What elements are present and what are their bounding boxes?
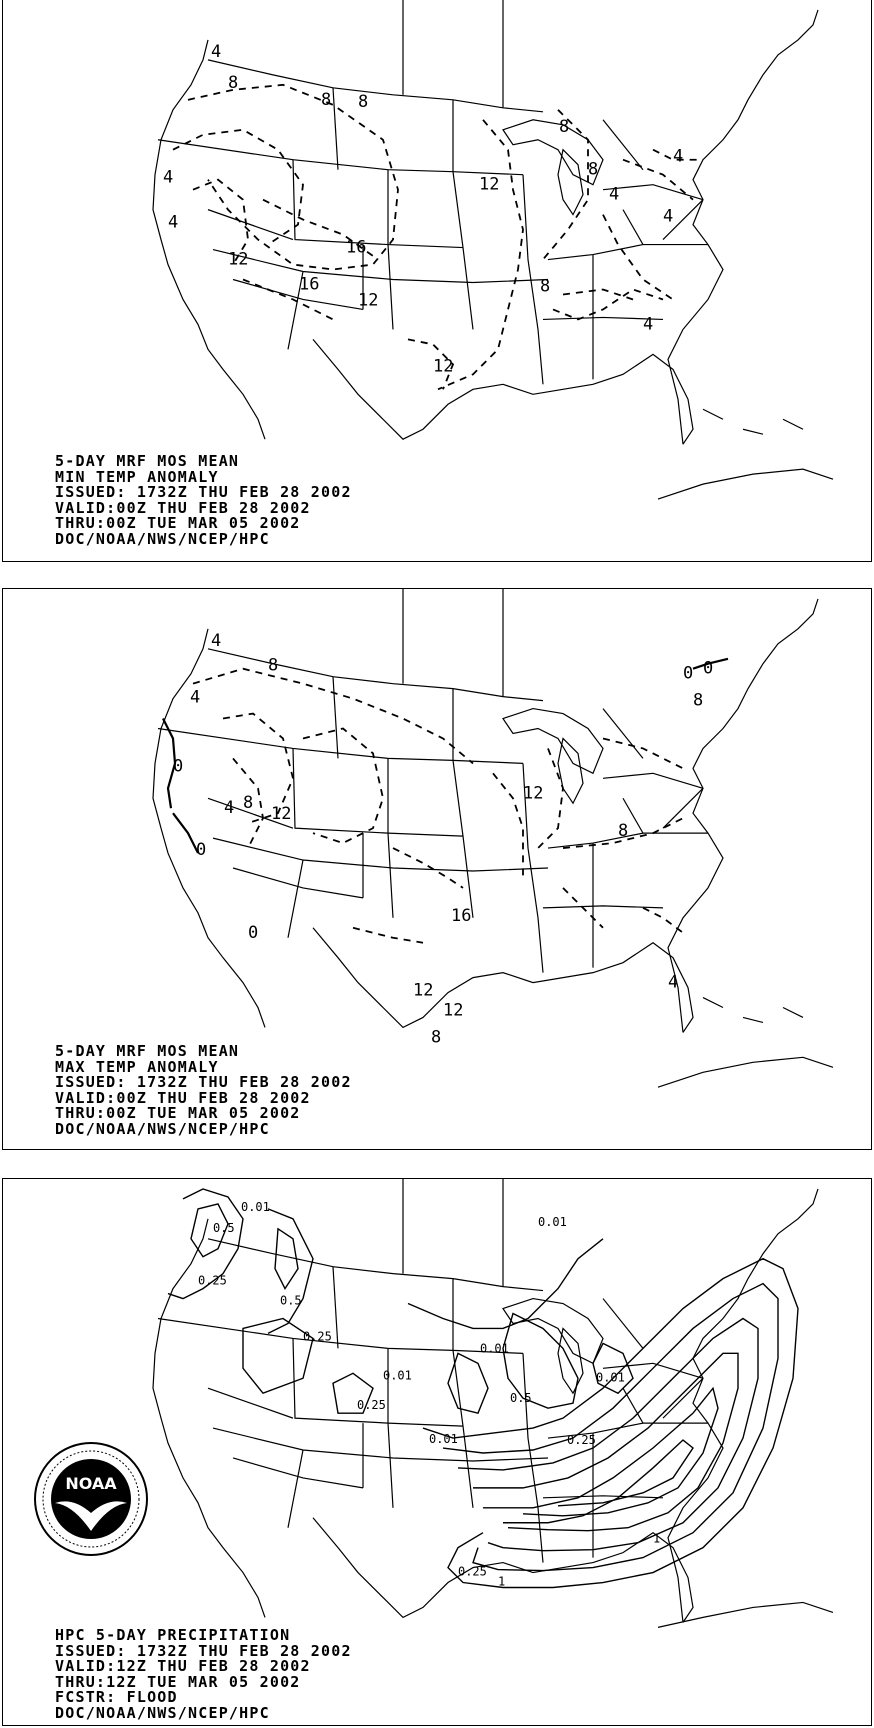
- caption-line: VALID:00Z THU FEB 28 2002: [55, 498, 311, 517]
- contour-label: 0.01: [383, 1368, 412, 1383]
- contour-label: 1: [652, 1531, 661, 1546]
- contour-label: 8: [358, 91, 369, 112]
- contour-label: 8: [431, 1026, 442, 1047]
- contour-label: 4: [211, 629, 222, 650]
- contour-label: 4: [224, 797, 235, 818]
- caption-line: HPC 5-DAY PRECIPITATION: [55, 1626, 291, 1644]
- contour-label: 8: [228, 72, 239, 93]
- caption-line: ISSUED: 1732Z THU FEB 28 2002: [55, 1073, 352, 1091]
- contour-label: 4: [609, 184, 620, 205]
- caption-line: THRU:12Z TUE MAR 05 2002: [55, 1672, 301, 1691]
- contour-label: 8: [321, 89, 332, 110]
- max-temp-anomaly-panel: [2, 588, 872, 1150]
- contour-label: 0.01: [537, 1214, 567, 1229]
- caption-line: DOC/NOAA/NWS/NCEP/HPC: [55, 529, 270, 548]
- contour-label: 4: [211, 41, 222, 62]
- caption-line: MIN TEMP ANOMALY: [55, 467, 219, 486]
- contour-label: 0: [173, 755, 184, 776]
- contour-label: 0.01: [429, 1432, 458, 1447]
- contour-label: 1: [498, 1574, 506, 1589]
- caption-line: THRU:00Z TUE MAR 05 2002: [55, 1104, 301, 1122]
- caption-line: 5-DAY MRF MOS MEAN: [55, 452, 240, 470]
- contour-label: 12: [523, 782, 544, 803]
- contour-label: 8: [268, 654, 279, 675]
- contour-label: 0.25: [303, 1329, 332, 1344]
- caption-line: VALID:12Z THU FEB 28 2002: [55, 1657, 311, 1675]
- contour-label: 16: [346, 237, 367, 258]
- michigan: [558, 150, 583, 215]
- contour-label: 0.25: [566, 1433, 596, 1448]
- noaa-logo-text: NOAA: [65, 1474, 117, 1493]
- contour-label: 4: [163, 167, 174, 188]
- canada-border: [208, 60, 543, 112]
- contour-label: 0.5: [509, 1391, 532, 1406]
- min-temp-anomaly-panel: [2, 0, 872, 562]
- contour-label: 12: [358, 290, 379, 311]
- contour-label: 4: [668, 971, 679, 992]
- contour-label: 4: [673, 146, 684, 167]
- caption-line: DOC/NOAA/NWS/NCEP/HPC: [55, 1703, 270, 1722]
- contour-label: 12: [228, 249, 249, 270]
- contour-label: 8: [618, 820, 629, 841]
- contour-label: 8: [559, 116, 570, 137]
- caption-line: DOC/NOAA/NWS/NCEP/HPC: [55, 1119, 270, 1138]
- contour-label: 0.25: [457, 1564, 487, 1579]
- noaa-logo: [33, 1441, 149, 1557]
- contour-label: 8: [540, 276, 551, 297]
- contour-label: 16: [299, 274, 320, 295]
- caption-line: FCSTR: FLOOD: [55, 1688, 178, 1706]
- contour-label: 0: [196, 839, 207, 860]
- max-temp-caption: [55, 1044, 352, 1137]
- contour-label: 0.25: [356, 1398, 386, 1413]
- contour-label: 12: [271, 803, 292, 824]
- contour-label: 8: [588, 159, 599, 180]
- contour-label: 4: [168, 212, 179, 233]
- min-temp-caption: [55, 454, 352, 547]
- contour-label: 16: [451, 904, 472, 925]
- contour-label: 8: [693, 689, 704, 710]
- east-coast: [668, 10, 818, 444]
- precipitation-caption: [55, 1628, 352, 1721]
- caption-line: MAX TEMP ANOMALY: [55, 1057, 219, 1076]
- precipitation-panel: [2, 1178, 872, 1726]
- contour-label: 0.01: [479, 1341, 509, 1356]
- contour-label: 4: [190, 686, 201, 707]
- contour-label: 12: [433, 356, 454, 377]
- contour-label: 12: [413, 979, 434, 1000]
- caption-line: 5-DAY MRF MOS MEAN: [55, 1042, 240, 1060]
- contour-label: 8: [243, 792, 254, 813]
- contour-label: 0.5: [212, 1220, 235, 1235]
- contour-label: 4: [663, 206, 674, 227]
- contour-label: 0: [248, 921, 259, 942]
- contour-label: 0.01: [241, 1199, 270, 1214]
- contour-label: 0.25: [197, 1273, 227, 1288]
- west-coast: [153, 40, 265, 439]
- contour-label: 0.5: [280, 1293, 302, 1308]
- contour-label: 0: [683, 662, 694, 683]
- contour-label: 12: [443, 999, 464, 1020]
- contour-label: 12: [479, 174, 500, 195]
- min-temp-contour-labels: [163, 42, 683, 376]
- contour-label: 0.01: [595, 1370, 625, 1385]
- caption-line: ISSUED: 1732Z THU FEB 28 2002: [55, 483, 352, 501]
- caption-line: VALID:00Z THU FEB 28 2002: [55, 1088, 311, 1107]
- caption-line: THRU:00Z TUE MAR 05 2002: [55, 514, 301, 532]
- contour-label: 4: [643, 314, 654, 335]
- contour-label: 0: [703, 657, 714, 678]
- caption-line: ISSUED: 1732Z THU FEB 28 2002: [55, 1641, 352, 1660]
- gulf-coast: [313, 339, 693, 444]
